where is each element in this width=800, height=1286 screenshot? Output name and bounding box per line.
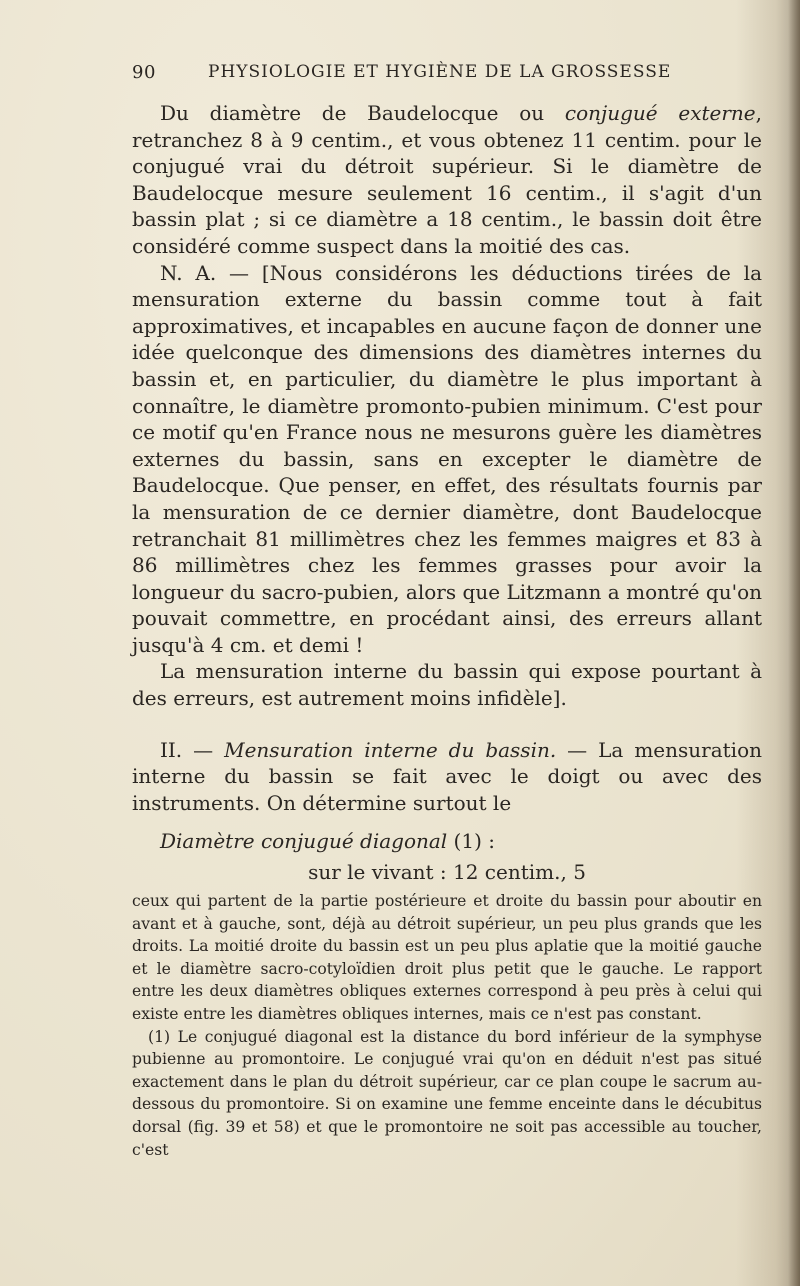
section-number: II. —: [160, 737, 225, 762]
paragraph-text: , retranchez 8 à 9 centim., et vous obtenez 11 centim. pour le conjugué vrai du détroit supérieur. Si le diamètre de Baudelocque mesure seulement 16 centim., il s'agit d'un bassin plat ; si ce diamètre a 18 centim., le bassin doit être considéré comme suspect dans la moitié des cas.: [132, 101, 762, 258]
paragraph-text: Du diamètre de Baudelocque ou: [160, 101, 565, 125]
spacer: [132, 712, 762, 737]
main-text: [132, 100, 762, 886]
paragraph-text: — La mensuration interne du bassin se fait avec le doigt ou avec des instruments. On détermine surtout le: [132, 737, 762, 815]
subheading: [132, 828, 762, 855]
section-title: Mensuration interne du bassin.: [224, 737, 557, 762]
emphasis-text: conjugué externe: [564, 101, 756, 125]
page-edge-shadow: [788, 0, 800, 1286]
measurement-line: sur le vivant : 12 centim., 5: [308, 860, 586, 885]
footnotes: [132, 890, 762, 1161]
subheading-note-ref: (1) :: [447, 829, 495, 854]
footnote-continued: ceux qui partent de la partie postérieure et droite du bassin pour aboutir en avant et à gauche, sont, déjà au détroit supérieur, un peu plus grands que les droits. La moitié droite du bassin est un peu plus aplatie que la moitié gauche et le diamètre sacro-cotyloïdien droit plus petit que le gauche. Le rapport entre les deux diamètres obliques externes correspond à peu près à celui qui existe entre les diamètres obliques internes, mais ce n'est pas constant.: [132, 892, 762, 1023]
spacer: [132, 816, 762, 828]
paragraph-internal-measure: La mensuration interne du bassin qui expose pourtant à des erreurs, est autrement moins infidèle].: [132, 659, 762, 711]
paragraph-baudelocque: [132, 100, 762, 260]
section-heading-paragraph: [132, 737, 762, 817]
subheading-title: Diamètre conjugué diagonal: [160, 829, 448, 854]
footnote-1: (1) Le conjugué diagonal est la distance du bord inférieur de la symphyse pubienne au promontoire. Le conjugué vrai qu'on en déduit n'est pas situé exactement dans le plan du détroit supérieur, car ce plan coupe le sacrum au-dessous du promontoire. Si on examine une femme enceinte dans le décubitus dorsal (fig. 39 et 58) et que le promontoire ne soit pas accessible au toucher, c'est: [132, 1027, 762, 1159]
paragraph-note-na: N. A. — [Nous considérons les déductions tirées de la mensuration externe du bassin comme tout à fait approximatives, et incapables en aucune façon de donner une idée quelconque des dimensions des diamètres internes du bassin et, en particulier, du diamètre le plus important à connaître, le diamètre promonto-pubien minimum. C'est pour ce motif qu'en France nous ne mesurons guère les diamètres externes du bassin, sans en excepter le diamètre de Baudelocque. Que penser, en effet, des résultats fournis par la mensuration de ce dernier diamètre, dont Baudelocque retranchait 81 millimètres chez les femmes maigres et 83 à 86 millimètres chez les femmes grasses pour avoir la longueur du sacro-pubien, alors que Litzmann a montré qu'on pouvait commettre, en procédant ainsi, des erreurs allant jusqu'à 4 cm. et demi !: [132, 260, 762, 657]
running-title: PHYSIOLOGIE ET HYGIÈNE DE LA GROSSESSE: [208, 62, 672, 82]
page-header: [132, 62, 762, 88]
page-number: 90: [132, 62, 156, 83]
